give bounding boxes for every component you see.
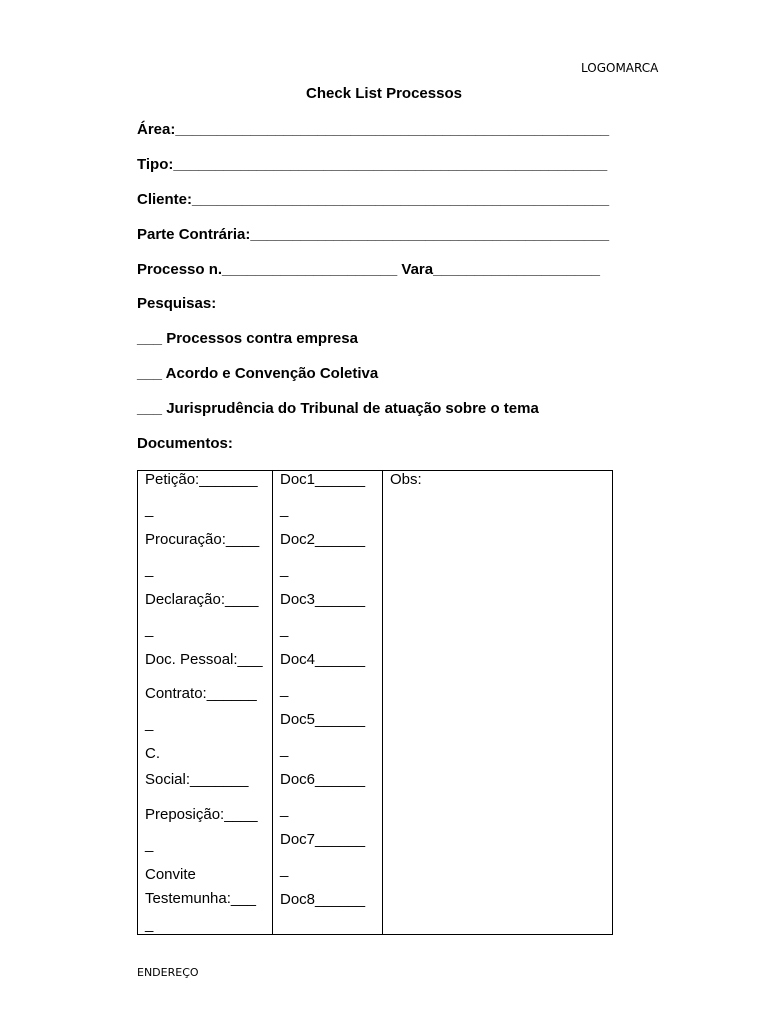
doc-entry-continuation: _ — [145, 501, 154, 518]
doc-entry: Declaração:____ — [145, 591, 259, 608]
pesquisa-item: ___ Acordo e Convenção Coletiva — [137, 365, 379, 382]
doc-entry: Social:_______ — [145, 771, 249, 788]
documents-column-numbered — [273, 471, 383, 934]
cliente-field: Cliente:__________________________________________________ — [137, 191, 610, 208]
pesquisa-item: ___ Processos contra empresa — [137, 330, 358, 347]
observations-column — [383, 471, 612, 934]
doc-entry-continuation: _ — [145, 836, 154, 853]
doc-entry-continuation: _ — [145, 561, 154, 578]
doc-number-continuation: _ — [280, 861, 289, 878]
doc-entry: C. — [145, 745, 160, 762]
doc-number-entry: Doc1______ — [280, 471, 366, 488]
doc-number-continuation: _ — [280, 741, 289, 758]
documents-table — [137, 470, 613, 935]
doc-entry: Convite — [145, 866, 196, 883]
doc-entry: Procuração:____ — [145, 531, 260, 548]
doc-entry: Petição:_______ — [145, 471, 258, 488]
doc-number-entry: Doc6______ — [280, 771, 366, 788]
parte-contraria-field: Parte Contrária:___________________________________________ — [137, 226, 610, 243]
logo-placeholder: LOGOMARCA — [581, 61, 659, 75]
obs-label: Obs: — [390, 471, 422, 488]
doc-number-entry: Doc5______ — [280, 711, 366, 728]
doc-entry: Doc. Pessoal:___ — [145, 651, 263, 668]
doc-number-continuation: _ — [280, 621, 289, 638]
documentos-heading: Documentos: — [137, 435, 233, 452]
doc-number-entry: Doc8______ — [280, 891, 366, 908]
pesquisa-item: ___ Jurisprudência do Tribunal de atuação sobre o tema — [137, 400, 539, 417]
doc-entry: Preposição:____ — [145, 806, 258, 823]
doc-number-continuation: _ — [280, 801, 289, 818]
doc-entry-continuation: _ — [145, 715, 154, 732]
doc-number-entry: Doc7______ — [280, 831, 366, 848]
pesquisas-heading: Pesquisas: — [137, 295, 217, 312]
doc-number-continuation: _ — [280, 501, 289, 518]
processo-vara-field: Processo n._____________________ Vara____________________ — [137, 261, 600, 278]
documents-column-main — [138, 471, 273, 934]
doc-number-entry: Doc4______ — [280, 651, 366, 668]
doc-entry: Testemunha:___ — [145, 890, 256, 907]
document-title: Check List Processos — [306, 85, 462, 102]
area-field: Área:____________________________________________________ — [137, 121, 610, 138]
doc-number-continuation: _ — [280, 561, 289, 578]
doc-number-continuation: _ — [280, 681, 289, 698]
doc-number-entry: Doc2______ — [280, 531, 366, 548]
doc-number-entry: Doc3______ — [280, 591, 366, 608]
doc-entry-continuation: _ — [145, 916, 154, 933]
address-placeholder: ENDEREÇO — [137, 966, 199, 979]
tipo-field: Tipo:____________________________________________________ — [137, 156, 608, 173]
doc-entry: Contrato:______ — [145, 685, 257, 702]
doc-entry-continuation: _ — [145, 621, 154, 638]
